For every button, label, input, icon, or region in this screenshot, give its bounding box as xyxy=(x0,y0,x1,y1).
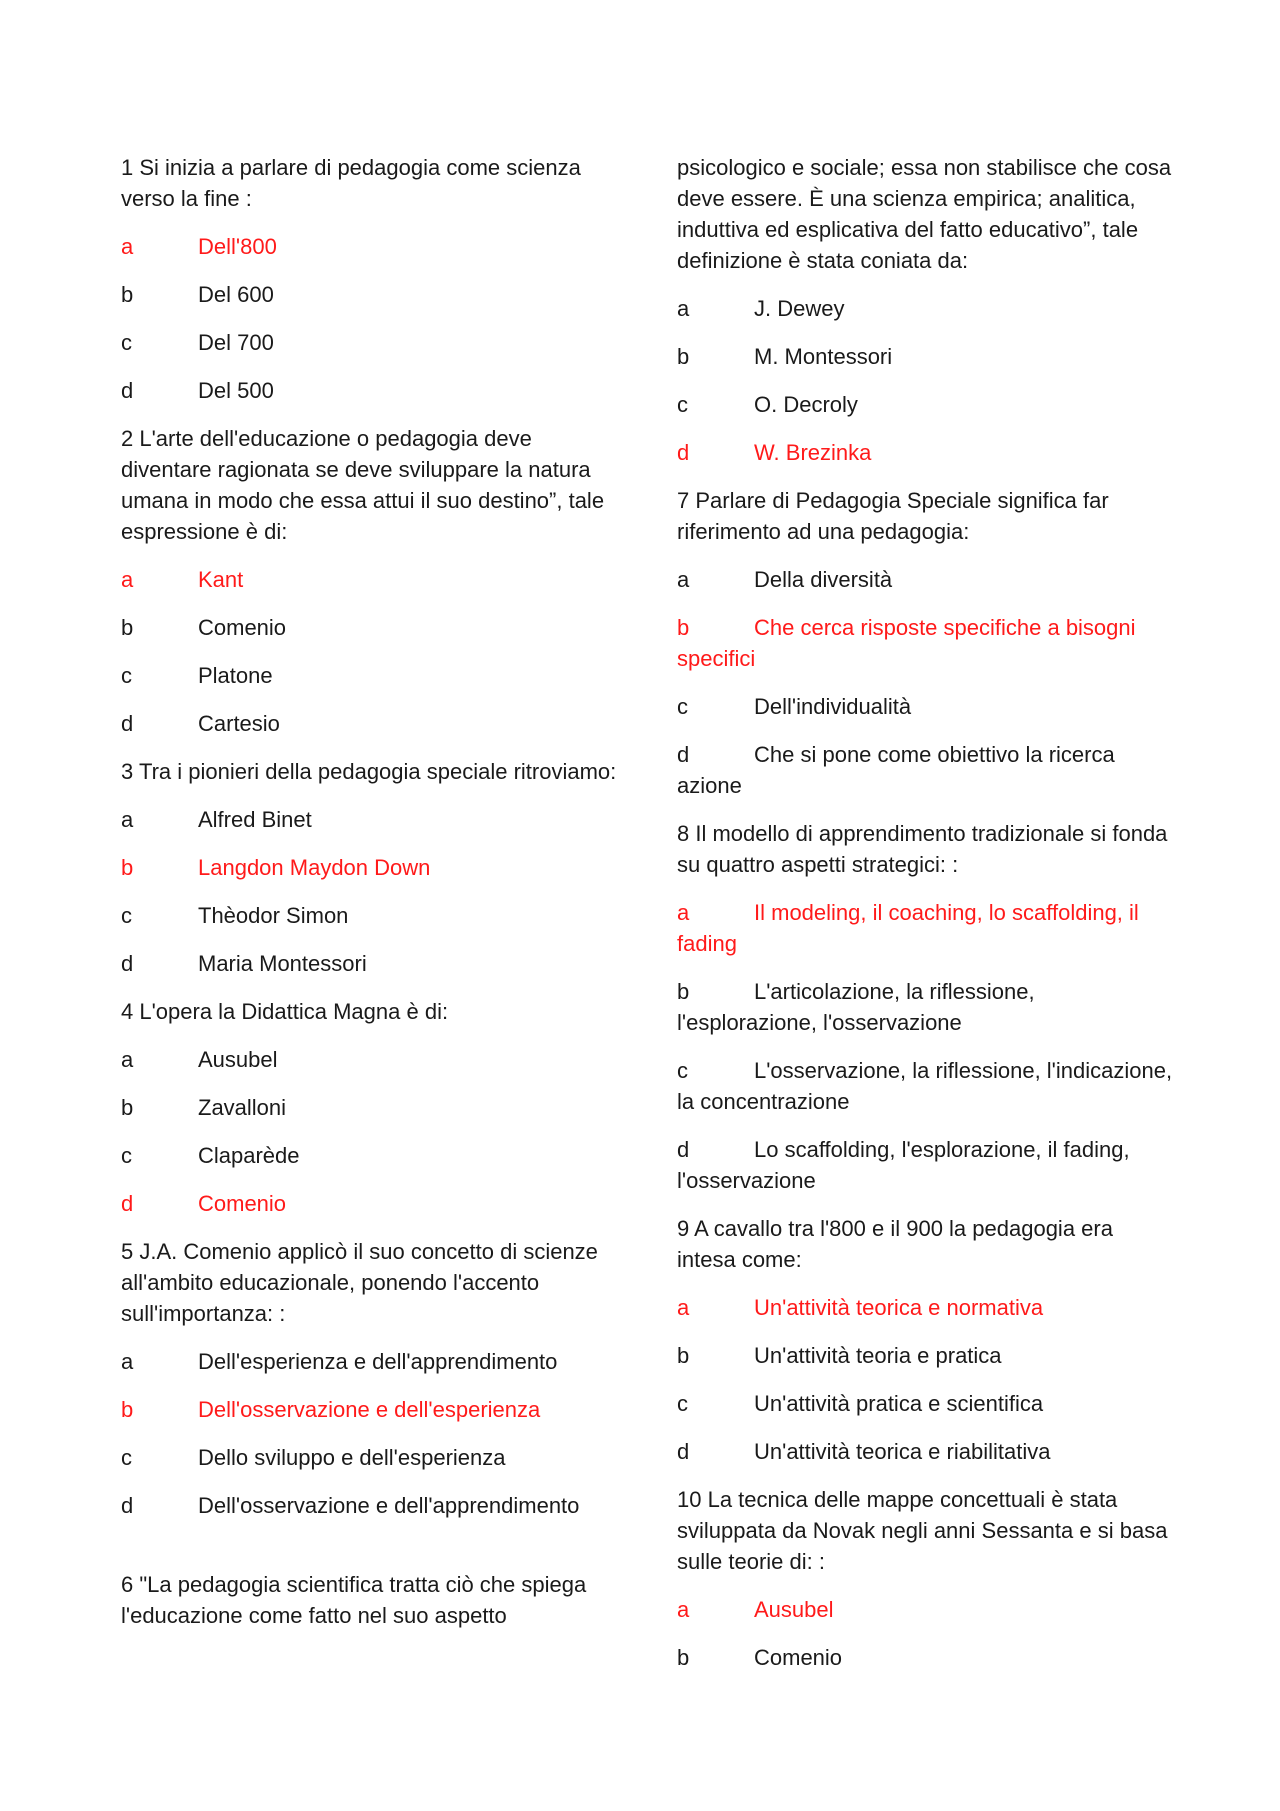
option-a xyxy=(677,293,1177,324)
option-text: J. Dewey xyxy=(754,296,845,321)
option-c xyxy=(121,660,621,691)
question-3 xyxy=(121,756,621,979)
option-b xyxy=(677,1340,1177,1371)
option-a xyxy=(677,1292,1177,1323)
option-c xyxy=(677,691,1177,722)
option-text: L'osservazione, la riflessione, l'indicazione, la concentrazione xyxy=(677,1058,1173,1114)
option-letter: b xyxy=(677,1645,690,1670)
option-letter: d xyxy=(677,1439,690,1464)
option-d xyxy=(677,739,1177,801)
option-letter: d xyxy=(121,378,134,403)
option-d xyxy=(121,375,621,406)
option-c xyxy=(121,327,621,358)
option-letter: a xyxy=(121,567,134,592)
question-6-continued xyxy=(677,152,1177,468)
option-letter: d xyxy=(677,1137,690,1162)
option-letter: b xyxy=(677,1343,690,1368)
option-letter: c xyxy=(677,694,688,719)
option-letter: c xyxy=(677,392,688,417)
option-a xyxy=(121,804,621,835)
question-text: 1 Si inizia a parlare di pedagogia come scienza verso la fine : xyxy=(121,155,581,211)
option-text: Che cerca risposte specifiche a bisogni specifici xyxy=(677,615,1136,671)
question-text: 4 L'opera la Didattica Magna è di: xyxy=(121,999,449,1024)
option-text: O. Decroly xyxy=(754,392,858,417)
option-letter: d xyxy=(677,742,690,767)
option-text: W. Brezinka xyxy=(754,440,872,465)
option-letter: d xyxy=(121,951,134,976)
option-letter: d xyxy=(121,1493,134,1518)
option-c xyxy=(677,1055,1177,1117)
option-letter: b xyxy=(121,1397,134,1422)
option-c xyxy=(677,1388,1177,1419)
option-letter: b xyxy=(121,615,134,640)
question-text: psicologico e sociale; essa non stabilisce che cosa deve essere. È una scienza empirica; analitica, induttiva ed esplicativa del fatto educativo”, tale definizione è stata coniata da: xyxy=(677,155,1172,273)
option-a xyxy=(121,1346,621,1377)
question-text: 9 A cavallo tra l'800 e il 900 la pedagogia era intesa come: xyxy=(677,1216,1113,1272)
option-text: Il modeling, il coaching, lo scaffolding, il fading xyxy=(677,900,1139,956)
option-text: Del 500 xyxy=(198,378,274,403)
option-letter: b xyxy=(121,1095,134,1120)
option-a xyxy=(677,897,1177,959)
option-text: Un'attività teoria e pratica xyxy=(754,1343,1002,1368)
option-a xyxy=(677,1594,1177,1625)
option-text: Dello sviluppo e dell'esperienza xyxy=(198,1445,506,1470)
question-2 xyxy=(121,423,621,739)
option-text: Kant xyxy=(198,567,244,592)
option-letter: d xyxy=(121,1191,134,1216)
option-letter: c xyxy=(121,1143,132,1168)
option-text: Dell'osservazione e dell'esperienza xyxy=(198,1397,541,1422)
option-letter: a xyxy=(121,807,134,832)
option-text: Ausubel xyxy=(198,1047,278,1072)
option-text: Del 700 xyxy=(198,330,274,355)
option-b xyxy=(677,341,1177,372)
option-letter: d xyxy=(677,440,690,465)
question-5 xyxy=(121,1236,621,1521)
question-6-start xyxy=(121,1569,621,1631)
option-text: Un'attività teorica e riabilitativa xyxy=(754,1439,1051,1464)
question-text: 5 J.A. Comenio applicò il suo concetto di scienze all'ambito educazionale, ponendo l'accento sull'importanza: : xyxy=(121,1239,598,1326)
option-letter: c xyxy=(121,330,132,355)
option-c xyxy=(121,900,621,931)
question-text: 6 "La pedagogia scientifica tratta ciò che spiega l'educazione come fatto nel suo aspetto xyxy=(121,1572,587,1628)
option-letter: c xyxy=(121,903,132,928)
option-text: Comenio xyxy=(198,1191,287,1216)
option-letter: b xyxy=(677,615,690,640)
option-letter: a xyxy=(121,1047,134,1072)
question-text: 10 La tecnica delle mappe concettuali è stata sviluppata da Novak negli anni Sessanta e si basa sulle teorie di: : xyxy=(677,1487,1168,1574)
option-text: L'articolazione, la riflessione, l'esplorazione, l'osservazione xyxy=(677,979,1035,1035)
option-d xyxy=(677,437,1177,468)
option-c xyxy=(121,1442,621,1473)
option-text: Langdon Maydon Down xyxy=(198,855,431,880)
question-text: 8 Il modello di apprendimento tradizionale si fonda su quattro aspetti strategici: : xyxy=(677,821,1168,877)
option-text: Alfred Binet xyxy=(198,807,312,832)
option-text: Dell'800 xyxy=(198,234,277,259)
option-b xyxy=(121,1394,621,1425)
option-text: Cartesio xyxy=(198,711,280,736)
option-text: Comenio xyxy=(754,1645,843,1670)
option-letter: c xyxy=(677,1391,688,1416)
option-letter: a xyxy=(677,900,690,925)
option-text: Thèodor Simon xyxy=(198,903,349,928)
question-8 xyxy=(677,818,1177,1196)
option-letter: a xyxy=(677,567,690,592)
option-b xyxy=(677,1642,1177,1673)
option-text: Platone xyxy=(198,663,273,688)
option-text: Della diversità xyxy=(754,567,893,592)
option-d xyxy=(121,1490,621,1521)
option-letter: a xyxy=(677,1597,690,1622)
option-text: Comenio xyxy=(198,615,287,640)
option-letter: b xyxy=(121,282,134,307)
paragraph-gap xyxy=(121,1538,621,1569)
option-letter: a xyxy=(677,1295,690,1320)
option-d xyxy=(121,708,621,739)
option-text: Del 600 xyxy=(198,282,274,307)
question-9 xyxy=(677,1213,1177,1467)
option-a xyxy=(121,231,621,262)
option-a xyxy=(121,564,621,595)
option-letter: c xyxy=(121,1445,132,1470)
option-letter: b xyxy=(677,344,690,369)
option-d xyxy=(677,1436,1177,1467)
option-text: Che si pone come obiettivo la ricerca azione xyxy=(677,742,1115,798)
option-letter: b xyxy=(677,979,690,1004)
option-text: Claparède xyxy=(198,1143,300,1168)
option-b xyxy=(121,1092,621,1123)
question-4 xyxy=(121,996,621,1219)
option-text: Lo scaffolding, l'esplorazione, il fading, l'osservazione xyxy=(677,1137,1130,1193)
option-letter: a xyxy=(121,234,134,259)
left-column xyxy=(121,152,621,1648)
option-text: Maria Montessori xyxy=(198,951,367,976)
option-d xyxy=(121,948,621,979)
option-letter: d xyxy=(121,711,134,736)
option-c xyxy=(121,1140,621,1171)
question-text: 7 Parlare di Pedagogia Speciale significa far riferimento ad una pedagogia: xyxy=(677,488,1109,544)
option-letter: a xyxy=(121,1349,134,1374)
option-letter: c xyxy=(121,663,132,688)
option-text: M. Montessori xyxy=(754,344,893,369)
option-d xyxy=(677,1134,1177,1196)
question-text: 2 L'arte dell'educazione o pedagogia deve diventare ragionata se deve sviluppare la natura umana in modo che essa attui il suo destino”, tale espressione è di: xyxy=(121,426,605,544)
option-letter: a xyxy=(677,296,690,321)
option-text: Dell'individualità xyxy=(754,694,912,719)
option-letter: c xyxy=(677,1058,688,1083)
option-letter: b xyxy=(121,855,134,880)
right-column xyxy=(677,152,1177,1690)
option-a xyxy=(677,564,1177,595)
option-b xyxy=(121,279,621,310)
option-b xyxy=(677,976,1177,1038)
option-a xyxy=(121,1044,621,1075)
option-b xyxy=(677,612,1177,674)
option-text: Un'attività teorica e normativa xyxy=(754,1295,1044,1320)
question-text: 3 Tra i pionieri della pedagogia speciale ritroviamo: xyxy=(121,759,617,784)
option-text: Un'attività pratica e scientifica xyxy=(754,1391,1044,1416)
question-7 xyxy=(677,485,1177,801)
question-10 xyxy=(677,1484,1177,1673)
option-d xyxy=(121,1188,621,1219)
option-text: Ausubel xyxy=(754,1597,834,1622)
option-b xyxy=(121,612,621,643)
option-c xyxy=(677,389,1177,420)
option-text: Dell'esperienza e dell'apprendimento xyxy=(198,1349,558,1374)
option-text: Zavalloni xyxy=(198,1095,287,1120)
option-b xyxy=(121,852,621,883)
option-text: Dell'osservazione e dell'apprendimento xyxy=(198,1493,580,1518)
question-1 xyxy=(121,152,621,406)
